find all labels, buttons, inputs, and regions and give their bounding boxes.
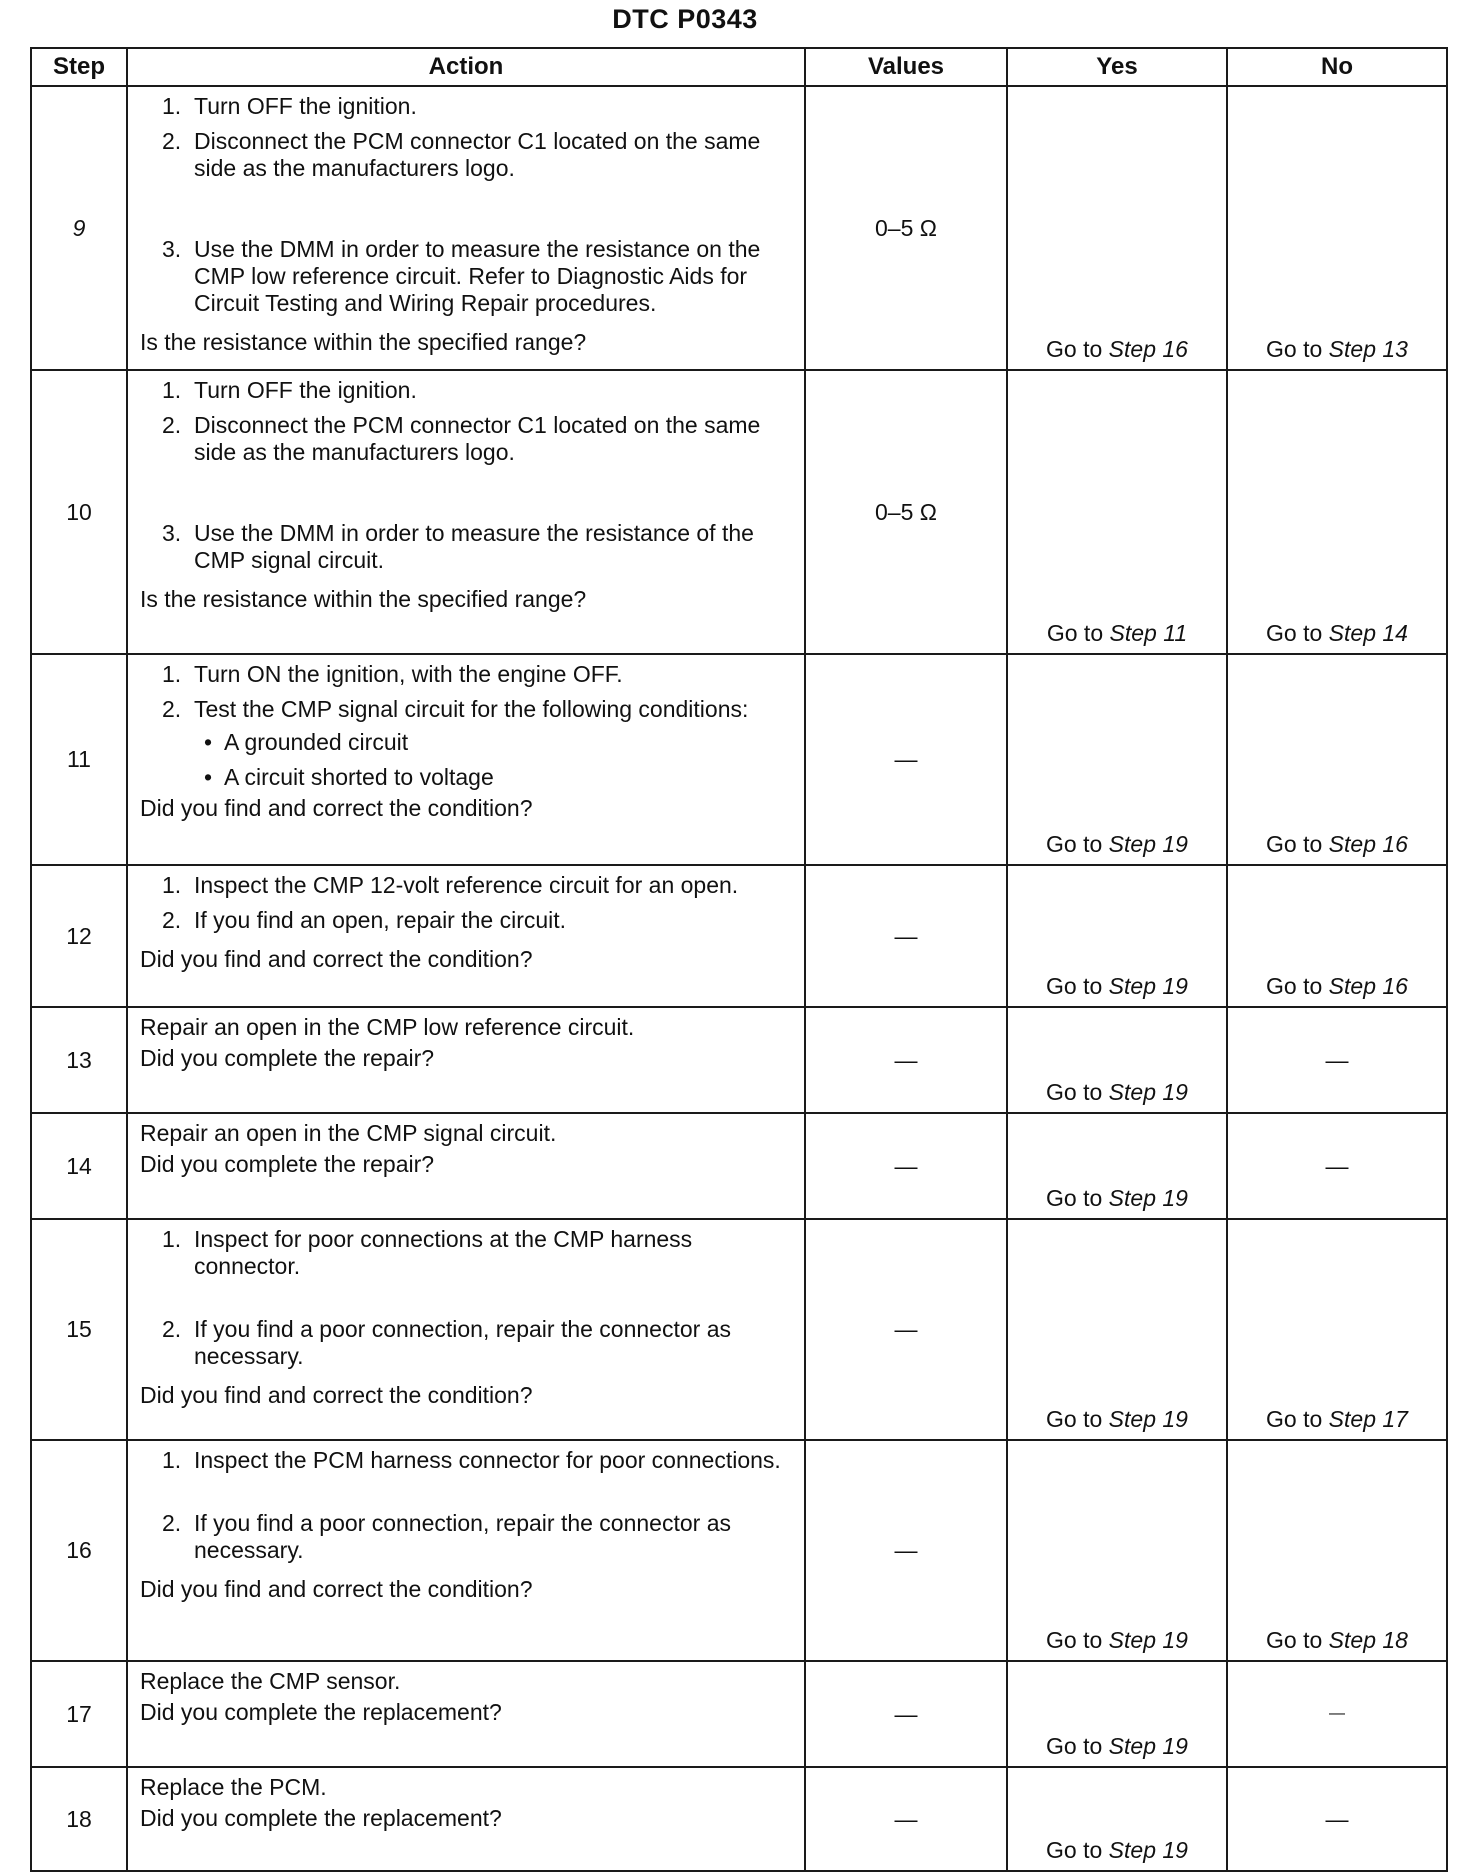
item-text: Inspect the PCM harness connector for poor connections. <box>194 1447 781 1473</box>
no-cell: — <box>1227 1007 1447 1113</box>
value-cell: — <box>805 654 1007 865</box>
list-item <box>162 1226 794 1280</box>
question-text: Did you find and correct the condition? <box>140 1382 533 1408</box>
action-cell <box>127 1440 805 1661</box>
no-target: 17 <box>1382 1406 1408 1432</box>
item-number: 1. <box>162 872 182 898</box>
goto-label: Go to <box>1266 620 1323 646</box>
step-word: Step <box>1328 620 1376 646</box>
step-word: Step <box>1108 1406 1156 1432</box>
action-text: Replace the CMP sensor. <box>140 1668 401 1694</box>
yes-cell <box>1007 1219 1227 1440</box>
step-word: Step <box>1108 336 1156 362</box>
header-yes: Yes <box>1007 48 1227 86</box>
yes-cell <box>1007 865 1227 1007</box>
item-text: Turn ON the ignition, with the engine OFF. <box>194 661 623 687</box>
yes-target: 19 <box>1162 1837 1188 1863</box>
value-cell: — <box>805 1219 1007 1440</box>
step-word: Step <box>1328 1627 1376 1653</box>
list-item <box>162 661 794 688</box>
item-number: 2. <box>162 1510 182 1536</box>
item-text: Use the DMM in order to measure the resistance on the CMP low reference circuit. Refer to Diagnostic Aids for Circuit Testing and Wiring Repair procedures. <box>194 236 761 316</box>
step-number: 18 <box>31 1767 127 1871</box>
no-cell <box>1227 86 1447 370</box>
item-number: 2. <box>162 907 182 933</box>
action-text: Repair an open in the CMP signal circuit. <box>140 1120 557 1146</box>
yes-target: 19 <box>1162 1406 1188 1432</box>
question-text: Did you find and correct the condition? <box>140 795 533 821</box>
question-text: Did you complete the replacement? <box>140 1805 502 1831</box>
yes-target: 11 <box>1163 620 1188 646</box>
goto-label: Go to <box>1266 1406 1323 1432</box>
header-values: Values <box>805 48 1007 86</box>
no-target: 16 <box>1382 973 1408 999</box>
no-target: 16 <box>1382 831 1408 857</box>
value-cell: — <box>805 1440 1007 1661</box>
value-cell: — <box>805 865 1007 1007</box>
table-row <box>31 1767 1447 1871</box>
goto-label: Go to <box>1046 1079 1103 1105</box>
table-row <box>31 370 1447 654</box>
action-cell <box>127 865 805 1007</box>
value-cell: 0–5 Ω <box>805 86 1007 370</box>
no-target: 13 <box>1382 336 1408 362</box>
step-number: 14 <box>31 1113 127 1219</box>
step-word: Step <box>1328 336 1376 362</box>
question-text: Is the resistance within the specified range? <box>140 586 587 612</box>
list-item <box>162 907 794 934</box>
item-number: 2. <box>162 696 182 722</box>
goto-label: Go to <box>1046 620 1104 646</box>
yes-cell <box>1007 1113 1227 1219</box>
item-text: Turn OFF the ignition. <box>194 377 417 403</box>
yes-target: 19 <box>1162 1185 1188 1211</box>
step-word: Step <box>1108 1627 1156 1653</box>
action-text: Repair an open in the CMP low reference circuit. <box>140 1014 635 1040</box>
list-item <box>162 696 794 791</box>
goto-label: Go to <box>1046 831 1103 857</box>
list-item <box>162 1510 794 1564</box>
list-item <box>162 412 794 466</box>
step-word: Step <box>1108 831 1156 857</box>
yes-target: 19 <box>1162 1079 1188 1105</box>
no-cell <box>1227 1440 1447 1661</box>
item-text: Turn OFF the ignition. <box>194 93 417 119</box>
question-text: Did you find and correct the condition? <box>140 946 533 972</box>
action-cell <box>127 1113 805 1219</box>
goto-label: Go to <box>1046 1185 1103 1211</box>
list-item <box>162 377 794 404</box>
item-text: Inspect the CMP 12-volt reference circuit for an open. <box>194 872 739 898</box>
diagnostic-table <box>30 47 1448 1872</box>
item-number: 2. <box>162 412 182 438</box>
action-cell <box>127 1219 805 1440</box>
item-number: 1. <box>162 1226 182 1252</box>
step-number: 10 <box>31 370 127 654</box>
item-text: Use the DMM in order to measure the resistance of the CMP signal circuit. <box>194 520 754 573</box>
item-number: 2. <box>162 1316 182 1342</box>
no-target: 14 <box>1382 620 1408 646</box>
step-word: Step <box>1108 1185 1156 1211</box>
step-word: Step <box>1328 831 1376 857</box>
no-cell <box>1227 1219 1447 1440</box>
bullet-item <box>204 764 794 791</box>
action-cell <box>127 1661 805 1767</box>
header-no: No <box>1227 48 1447 86</box>
table-row <box>31 1007 1447 1113</box>
value-cell: 0–5 Ω <box>805 370 1007 654</box>
item-text <box>194 696 794 791</box>
yes-cell <box>1007 1661 1227 1767</box>
item-text: If you find a poor connection, repair the connector as necessary. <box>194 1316 731 1369</box>
question-text: Did you complete the replacement? <box>140 1699 502 1725</box>
step-word: Step <box>1328 973 1376 999</box>
no-cell: — <box>1227 1661 1447 1767</box>
goto-label: Go to <box>1046 1627 1103 1653</box>
bullet-text: A circuit shorted to voltage <box>224 764 494 790</box>
bullet-icon: • <box>204 729 213 755</box>
yes-cell <box>1007 654 1227 865</box>
yes-cell <box>1007 1440 1227 1661</box>
step-word: Step <box>1108 1733 1156 1759</box>
question-text: Did you complete the repair? <box>140 1045 435 1071</box>
list-item <box>162 872 794 899</box>
table-row <box>31 1113 1447 1219</box>
item-text: If you find a poor connection, repair the connector as necessary. <box>194 1510 731 1563</box>
goto-label: Go to <box>1046 336 1103 362</box>
goto-label: Go to <box>1046 1837 1103 1863</box>
header-step: Step <box>31 48 127 86</box>
step-word: Step <box>1108 1837 1156 1863</box>
action-cell <box>127 370 805 654</box>
list-item <box>162 93 794 120</box>
item-text-content: Test the CMP signal circuit for the following conditions: <box>194 696 749 722</box>
step-number: 9 <box>31 86 127 370</box>
item-number: 2. <box>162 128 182 154</box>
step-number: 13 <box>31 1007 127 1113</box>
bullet-text: A grounded circuit <box>224 729 409 755</box>
goto-label: Go to <box>1266 973 1323 999</box>
goto-label: Go to <box>1266 336 1323 362</box>
step-word: Step <box>1108 1079 1156 1105</box>
no-target: 18 <box>1382 1627 1408 1653</box>
item-text: Disconnect the PCM connector C1 located on the same side as the manufacturers logo. <box>194 128 761 181</box>
table-row <box>31 1661 1447 1767</box>
goto-label: Go to <box>1046 973 1103 999</box>
value-cell: — <box>805 1661 1007 1767</box>
value-cell: — <box>805 1767 1007 1871</box>
step-number: 12 <box>31 865 127 1007</box>
yes-cell <box>1007 1007 1227 1113</box>
item-number: 1. <box>162 377 182 403</box>
bullet-icon: • <box>204 764 213 790</box>
item-number: 1. <box>162 93 182 119</box>
action-cell <box>127 1767 805 1871</box>
bullet-item <box>204 729 794 756</box>
goto-label: Go to <box>1046 1406 1103 1432</box>
item-text: Inspect for poor connections at the CMP harness connector. <box>194 1226 693 1279</box>
step-word: Step <box>1109 620 1157 646</box>
action-cell <box>127 654 805 865</box>
yes-target: 19 <box>1162 973 1188 999</box>
yes-target: 16 <box>1162 336 1188 362</box>
list-item <box>162 128 794 182</box>
no-cell <box>1227 370 1447 654</box>
yes-cell <box>1007 370 1227 654</box>
item-text: Disconnect the PCM connector C1 located on the same side as the manufacturers logo. <box>194 412 761 465</box>
step-number: 15 <box>31 1219 127 1440</box>
list-item <box>162 236 794 317</box>
goto-label: Go to <box>1266 1627 1323 1653</box>
no-cell <box>1227 654 1447 865</box>
document-title: DTC P0343 <box>612 4 758 34</box>
no-cell: — <box>1227 1767 1447 1871</box>
question-text: Did you complete the repair? <box>140 1151 435 1177</box>
value-cell: — <box>805 1007 1007 1113</box>
yes-target: 19 <box>1162 831 1188 857</box>
table-row <box>31 1219 1447 1440</box>
question-text: Is the resistance within the specified range? <box>140 329 587 355</box>
step-number: 16 <box>31 1440 127 1661</box>
yes-target: 19 <box>1162 1733 1188 1759</box>
header-action: Action <box>127 48 805 86</box>
table-row <box>31 1440 1447 1661</box>
header-row <box>31 48 1447 86</box>
list-item <box>162 1316 794 1370</box>
table-row <box>31 86 1447 370</box>
step-word: Step <box>1108 973 1156 999</box>
item-number: 1. <box>162 661 182 687</box>
table-row <box>31 654 1447 865</box>
value-cell: — <box>805 1113 1007 1219</box>
goto-label: Go to <box>1046 1733 1103 1759</box>
item-number: 1. <box>162 1447 182 1473</box>
yes-cell <box>1007 1767 1227 1871</box>
table-row <box>31 865 1447 1007</box>
goto-label: Go to <box>1266 831 1323 857</box>
no-cell: — <box>1227 1113 1447 1219</box>
step-number: 11 <box>31 654 127 865</box>
item-number: 3. <box>162 520 182 546</box>
list-item <box>162 1447 794 1474</box>
yes-cell <box>1007 86 1227 370</box>
question-text: Did you find and correct the condition? <box>140 1576 533 1602</box>
action-cell <box>127 1007 805 1113</box>
yes-target: 19 <box>1162 1627 1188 1653</box>
action-text: Replace the PCM. <box>140 1774 327 1800</box>
step-word: Step <box>1328 1406 1376 1432</box>
item-text: If you find an open, repair the circuit. <box>194 907 567 933</box>
action-cell <box>127 86 805 370</box>
no-cell <box>1227 865 1447 1007</box>
step-number: 17 <box>31 1661 127 1767</box>
item-number: 3. <box>162 236 182 262</box>
list-item <box>162 520 794 574</box>
